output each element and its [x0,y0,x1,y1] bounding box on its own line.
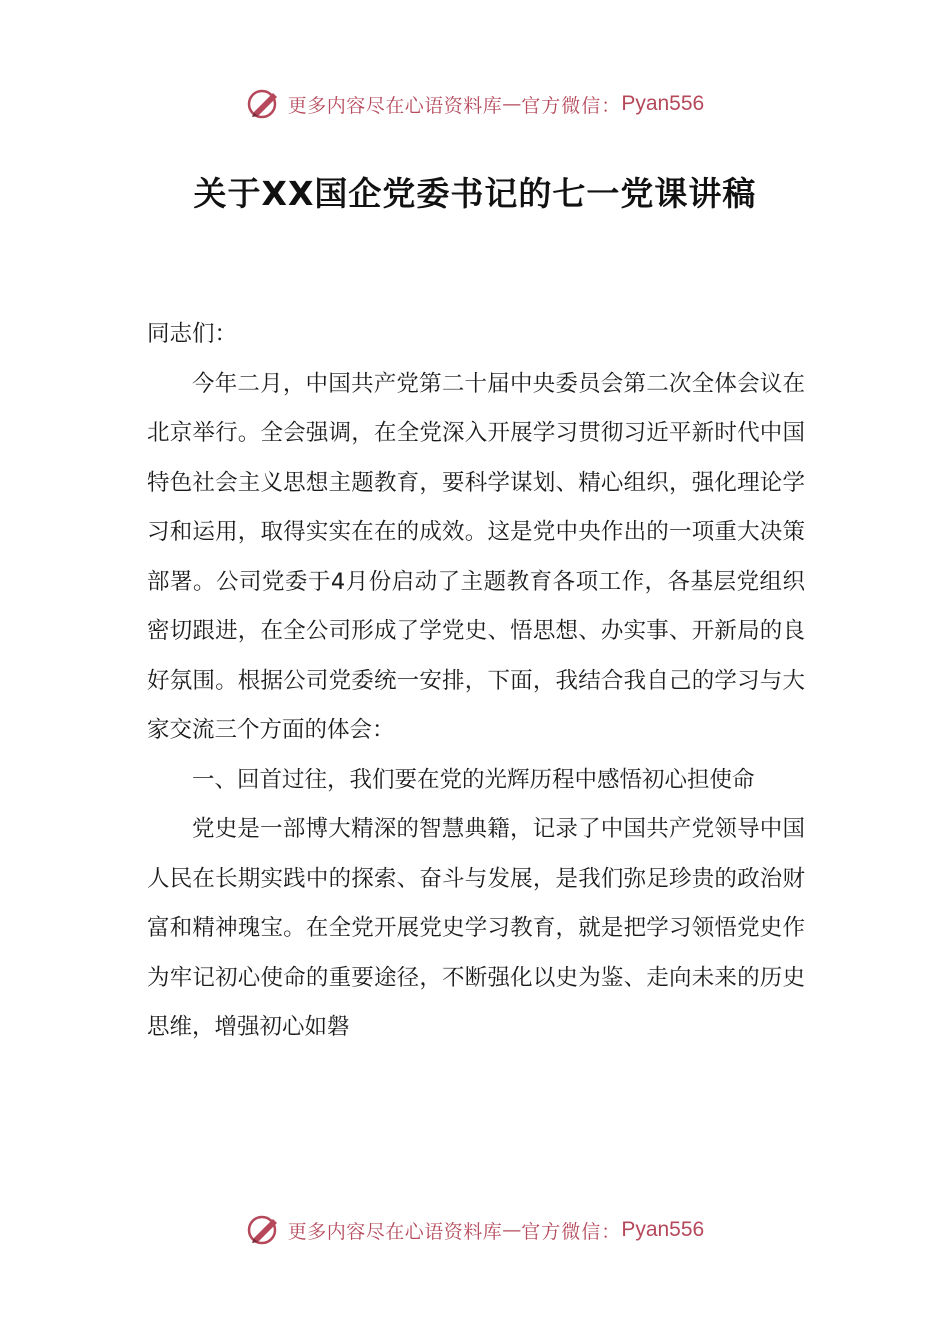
watermark-wechat-label: 官方微信： [521,1220,622,1243]
pen-logo-icon [246,86,282,122]
pen-logo-icon [246,1212,282,1248]
section-heading-1: 一、回首过往，我们要在党的光辉历程中感悟初心担使命 [192,766,755,793]
document-title: 关于XX国企党委书记的七一党课讲稿 [193,174,757,213]
watermark-site-text: 更多内容尽在心语资料库 [287,1220,503,1243]
header-watermark [0,82,950,126]
document-body [147,310,805,1053]
watermark-wechat-id: Pyan556 [621,92,705,115]
footer-watermark [0,1208,950,1252]
paragraph-history: 党史是一部博大精深的智慧典籍，记录了中国共产党领导中国人民在长期实践中的探索、奋斗与发展，是我们弥足珍贵的政治财富和精神瑰宝。在全党开展党史学习教育，就是把学习领悟党史作为牢记初心使命的重要途径，不断强化以史为鉴、走向未来的历史思维，增强初心如磐 [147,816,805,1040]
watermark-separator: — [502,93,522,115]
watermark-separator: — [502,1219,522,1241]
paragraph-intro: 今年二月，中国共产党第二十届中央委员会第二次全体会议在北京举行。全会强调，在全党深入开展学习贯彻习近平新时代中国特色社会主义思想主题教育，要科学谋划、精心组织，强化理论学习和运用，取得实实在在的成效。这是党中央作出的一项重大决策部署。公司党委于4月份启动了主题教育各项工作，各基层党组织密切跟进，在全公司形成了学党史、悟思想、办实事、开新局的良好氛围。根据公司党委统一安排，下面，我结合我自己的学习与大家交流三个方面的体会： [147,370,805,743]
watermark-wechat-label: 官方微信： [521,94,622,117]
salutation: 同志们： [147,321,238,347]
watermark-site-text: 更多内容尽在心语资料库 [287,94,503,117]
watermark-wechat-id: Pyan556 [621,1218,705,1241]
